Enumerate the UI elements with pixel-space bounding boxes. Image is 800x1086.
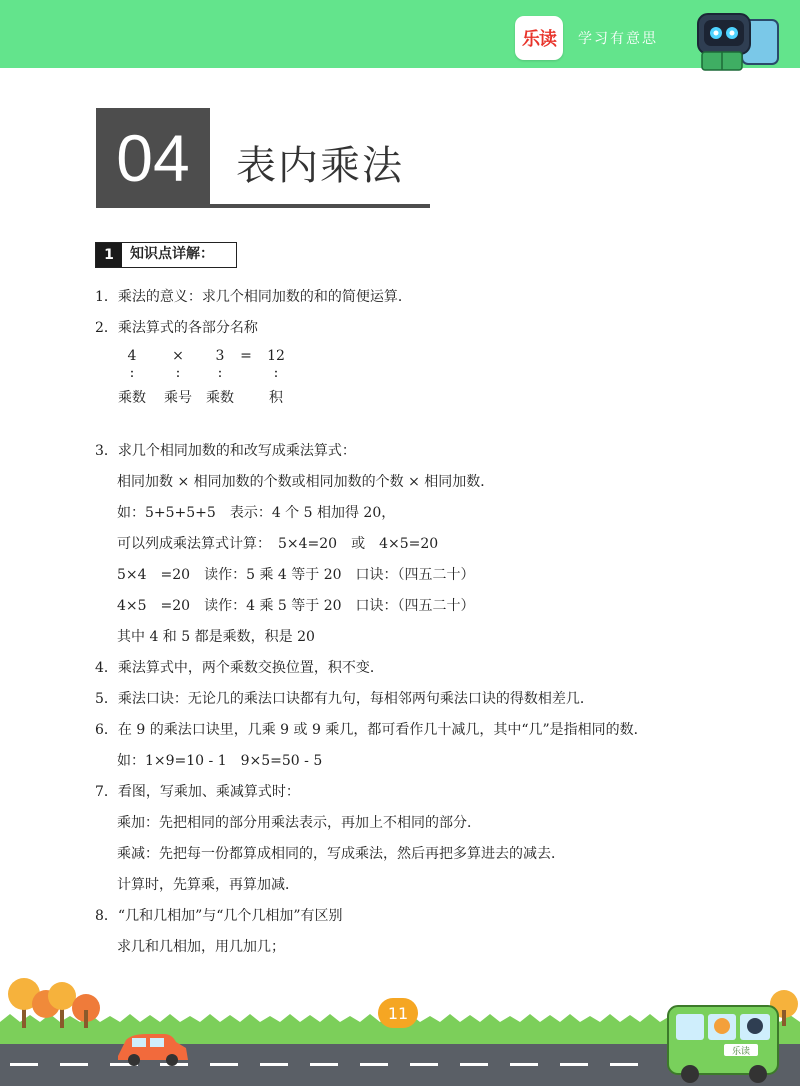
chapter-underline <box>96 204 430 208</box>
point-7-add: 乘加：先把相同的部分用乘法表示，再加上不相同的部分． <box>117 815 481 831</box>
point-2: 2．乘法算式的各部分名称 <box>95 320 258 336</box>
diagram-colon: : <box>273 365 279 381</box>
header-band <box>0 0 800 68</box>
chapter-title: 表内乘法 <box>236 143 404 189</box>
chapter-number: 04 <box>96 108 210 208</box>
point-1: 1．乘法的意义：求几个相同加数的和的简便运算． <box>95 289 412 305</box>
diagram-factor-1: 4 <box>127 348 137 364</box>
bus-label: 乐读 <box>731 1047 751 1057</box>
point-4: 4．乘法算式中，两个乘数交换位置，积不变． <box>95 660 384 676</box>
point-3-rule: 相同加数 × 相同加数的个数或相同加数的个数 × 相同加数． <box>117 474 495 490</box>
point-6-example: 如：1×9=10 - 1 9×5=50 - 5 <box>117 753 323 769</box>
point-5: 5．乘法口诀：无论几的乘法口诀都有九句，每相邻两句乘法口诀的得数相差几． <box>95 691 594 707</box>
diagram-colon: : <box>175 365 181 381</box>
diagram-equals-sign: = <box>240 348 252 364</box>
diagram-product: 12 <box>267 348 285 364</box>
page-number: 11 <box>378 998 418 1028</box>
section-label <box>95 242 237 268</box>
section-number: 1 <box>96 243 122 267</box>
brand-tagline: 学习有意思 <box>578 31 658 47</box>
point-3-summary: 其中 4 和 5 都是乘数，积是 20 <box>117 629 315 645</box>
point-7-subtract: 乘减：先把每一份都算成相同的，写成乘法，然后再把多算进去的减去． <box>117 846 565 862</box>
diagram-colon: : <box>129 365 135 381</box>
brand-logo: 乐读 <box>515 16 563 60</box>
diagram-label-factor-2: 乘数 <box>206 390 234 406</box>
point-3-read-2: 4×5 =20 读作：4 乘 5 等于 20 口诀：（四五二十） <box>117 598 475 614</box>
point-6: 6．在 9 的乘法口诀里，几乘 9 或 9 乘几，都可看作几十减几，其中“几”是指相同的数． <box>95 722 648 738</box>
bus-icon <box>668 1006 778 1083</box>
diagram-label-times: 乘号 <box>164 390 192 406</box>
point-7-order: 计算时，先算乘，再算加减． <box>117 877 299 893</box>
diagram-colon: : <box>217 365 223 381</box>
point-8: 8．“几和几相加”与“几个几相加”有区别 <box>95 908 343 924</box>
point-3-example: 如：5+5+5+5 表示：4 个 5 相加得 20， <box>117 505 396 521</box>
diagram-factor-2: 3 <box>215 348 225 364</box>
diagram-times-sign: × <box>172 348 184 364</box>
diagram-label-factor-1: 乘数 <box>118 390 146 406</box>
point-3-equation: 可以列成乘法算式计算： 5×4=20 或 4×5=20 <box>117 536 439 552</box>
point-3: 3．求几个相同加数的和改写成乘法算式： <box>95 443 356 459</box>
point-7: 7．看图，写乘加、乘减算式时： <box>95 784 300 800</box>
point-8-rule: 求几和几相加，用几加几； <box>117 939 285 955</box>
point-3-read-1: 5×4 =20 读作：5 乘 4 等于 20 口诀：（四五二十） <box>117 567 475 583</box>
robot-mascot-icon <box>692 12 784 72</box>
section-title: 知识点详解： <box>130 246 214 262</box>
diagram-label-product: 积 <box>269 390 283 406</box>
